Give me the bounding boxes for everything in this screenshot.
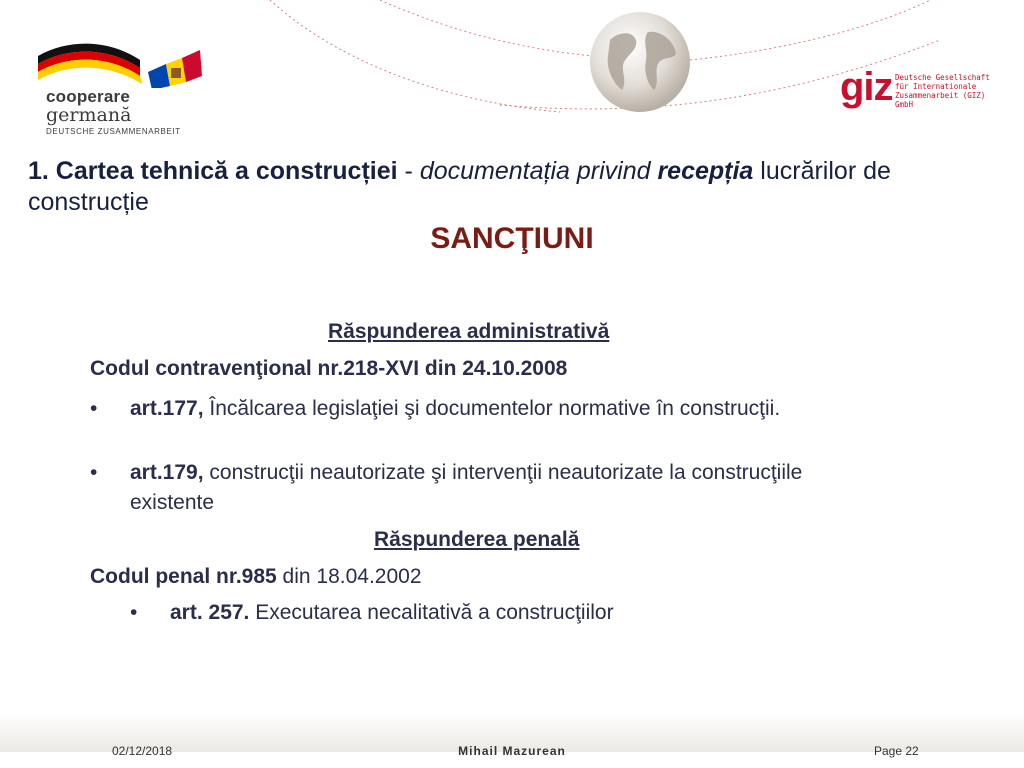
admin-code-label: Codul contravenţional nr.218-XVI din 24.10.2008 (90, 357, 568, 380)
list-item: • art.179, construcţii neautorizate şi intervenţii neautorizate la construcţiile existente (90, 461, 803, 514)
slide-title: 1. Cartea tehnică a construcției - documentația privind recepția lucrărilor de construcție (28, 157, 891, 216)
globe-icon (588, 10, 692, 114)
footer-date: 02/12/2018 (112, 744, 173, 758)
giz-logo (840, 65, 1000, 112)
list-item: • art. 257. Executarea necalitativă a construcţiilor (130, 601, 614, 624)
logo-line-deutsche: DEUTSCHE ZUSAMMENARBEIT (46, 127, 181, 136)
footer-page-number: Page 22 (874, 744, 919, 758)
footer-author: Mihail Mazurean (458, 744, 566, 758)
giz-mark: giz (840, 65, 893, 109)
cooperare-germana-logo (30, 38, 220, 138)
giz-name: Deutsche Gesellschaft für Internationale Zusammenarbeit (GIZ) GmbH (895, 73, 990, 109)
penal-subheading: Răspunderea penală (374, 528, 580, 551)
flag-ribbon-icon (30, 38, 220, 88)
list-item: • art.177, Încălcarea legislaţiei şi documentelor normative în construcţii. (90, 397, 781, 420)
penal-code-label: Codul penal nr.985 din 18.04.2002 (90, 565, 422, 588)
logo-line-cooperare: cooperare (46, 87, 131, 106)
sanctions-heading: SANCŢIUNI (430, 222, 594, 255)
admin-subheading: Răspunderea administrativă (328, 320, 610, 343)
logo-line-germana: germană (46, 104, 132, 126)
